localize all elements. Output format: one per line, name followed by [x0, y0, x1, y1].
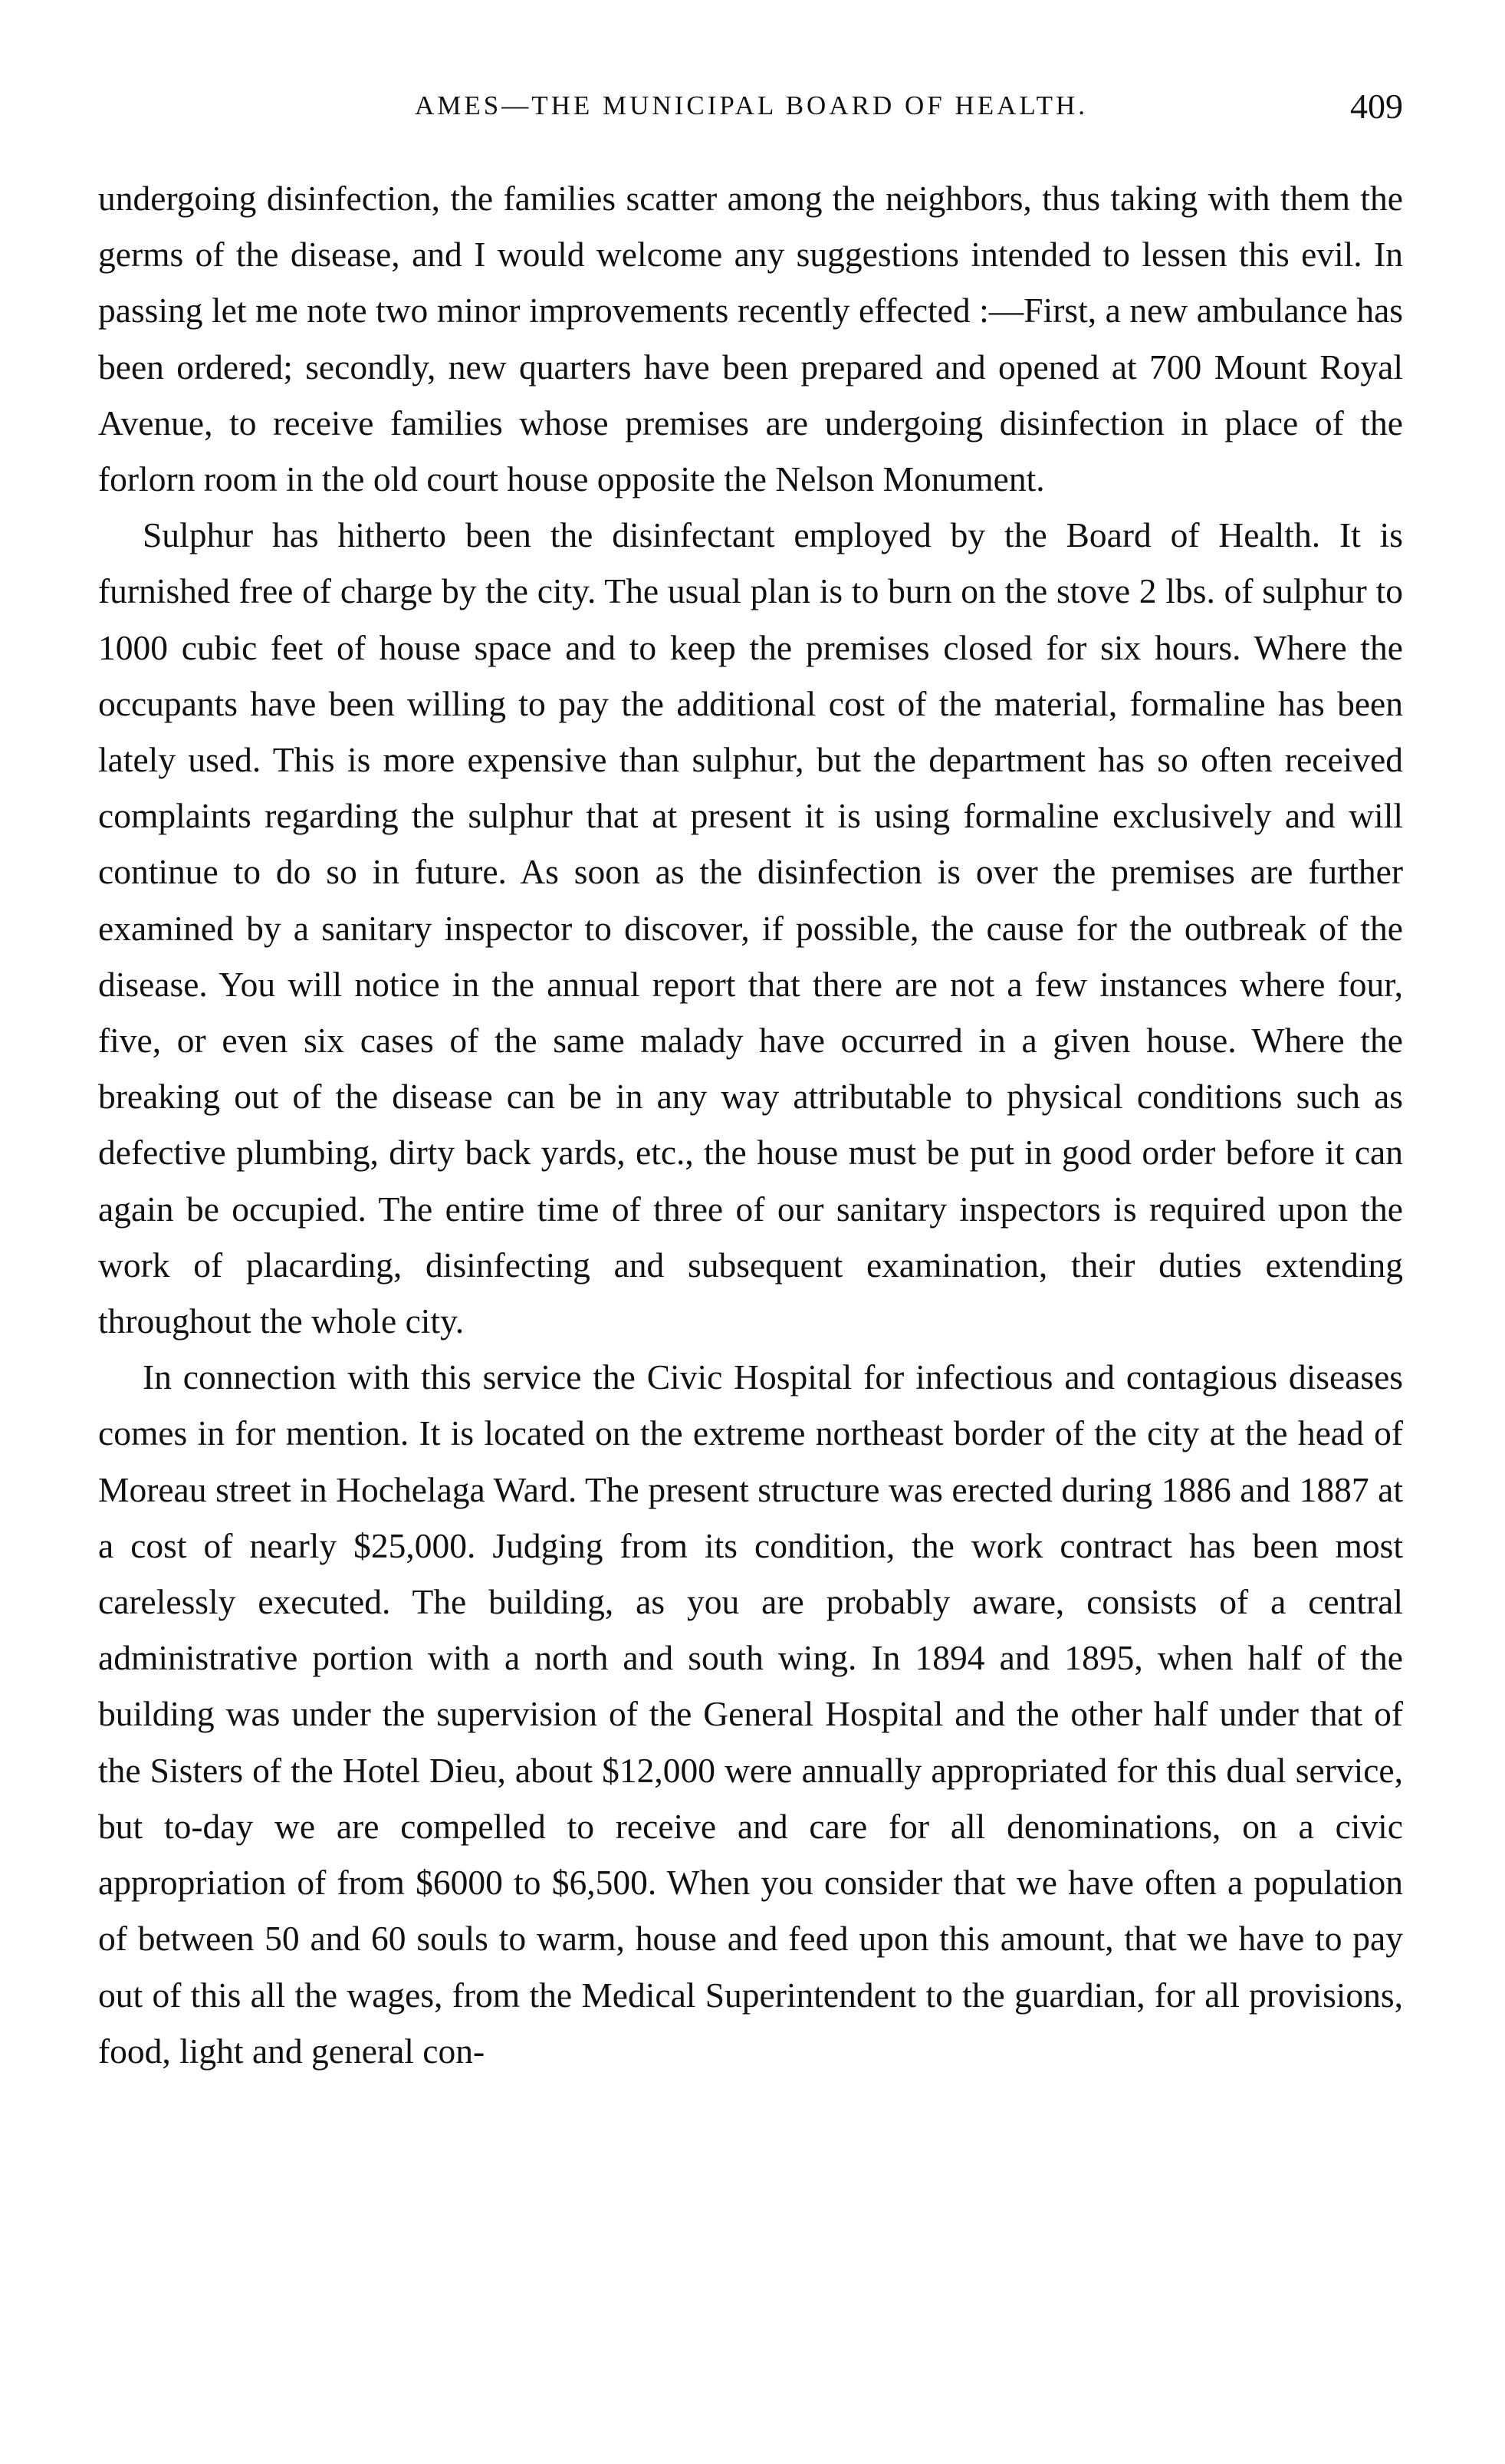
paragraph-continued: undergoing disinfection, the families scatter among the neighbors, thus taking with them the germs of the disease, and I would welcome any suggestions intended to lessen this evil. In passing let me note two minor improvements recently effected :—First, a new ambulance has been ordered; secondly, new quarters have been prepared and opened at 700 Mount Royal Avenue, to receive families whose premises are undergoing disinfection in place of the forlorn room in the old court house opposite the Nelson Monument. [98, 179, 1403, 499]
paragraph-civic-hospital: In connection with this service the Civic Hospital for infectious and contagious diseases comes in for mention. It is located on the extreme northeast border of the city at the head of Moreau street in Hochelaga Ward. The present structure was erected during 1886 and 1887 at a cost of nearly $25,000. Judging from its condition, the work contract has been most carelessly executed. The building, as you are probably aware, consists of a central administrative portion with a north and south wing. In 1894 and 1895, when half of the building was under the supervision of the General Hospital and the other half under that of the Sisters of the Hotel Dieu, about $12,000 were annually appropriated for this dual service, but to-day we are compelled to receive and care for all denominations, on a civic appropriation of from $6000 to $6,500. When you consider that we have often a population of between 50 and 60 souls to warm, house and feed upon this amount, that we have to pay out of this all the wages, from the Medical Superintendent to the guardian, for all provisions, food, light and general con- [98, 1357, 1403, 2071]
paragraph-disinfectant: Sulphur has hitherto been the disinfectant employed by the Board of Health. It is furnished free of charge by the city. The usual plan is to burn on the stove 2 lbs. of sulphur to 1000 cubic feet of house space and to keep the premises closed for six hours. Where the occupants have been willing to pay the additional cost of the material, formaline has been lately used. This is more expensive than sulphur, but the department has so often received complaints regarding the sulphur that at present it is using formaline exclusively and will continue to do so in future. As soon as the disinfection is over the premises are further examined by a sanitary inspector to discover, if possible, the cause for the outbreak of the disease. You will notice in the annual report that there are not a few instances where four, five, or even six cases of the same malady have occurred in a given house. Where the breaking out of the disease can be in any way attributable to physical conditions such as defective plumbing, dirty back yards, etc., the house must be put in good order before it can again be occupied. The entire time of three of our sanitary inspectors is required upon the work of placarding, disinfecting and subsequent examination, their duties extending throughout the whole city. [98, 515, 1403, 1341]
running-title: AMES—THE MUNICIPAL BOARD OF HEALTH. [415, 90, 1088, 120]
body-text [98, 170, 1403, 2079]
running-header [100, 87, 1403, 137]
page-number: 409 [1350, 87, 1403, 126]
